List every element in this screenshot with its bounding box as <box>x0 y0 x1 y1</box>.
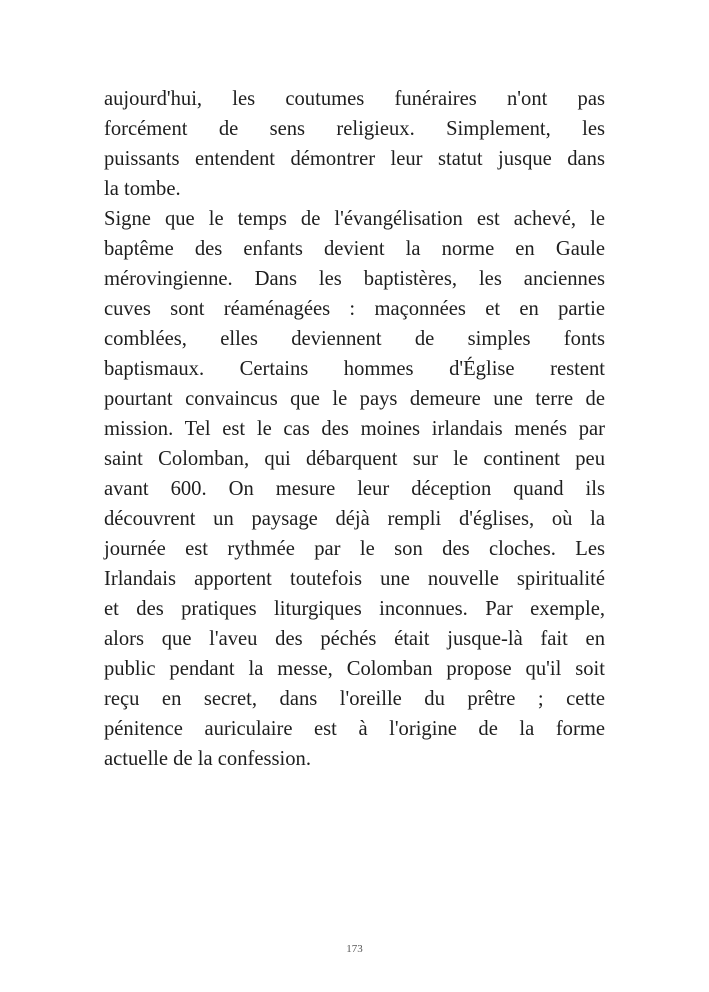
text-line: reçu en secret, dans l'oreille du prêtre ; cette <box>104 688 605 710</box>
text-line: journée est rythmée par le son des cloches. Les <box>104 538 605 560</box>
text-line: saint Colomban, qui débarquent sur le continent peu <box>104 448 605 470</box>
text-line: avant 600. On mesure leur déception quand ils <box>104 478 605 500</box>
text-line: baptismaux. Certains hommes d'Église restent <box>104 358 605 380</box>
text-line: forcément de sens religieux. Simplement, les <box>104 118 605 140</box>
text-line: actuelle de la confession. <box>104 748 311 770</box>
text-line: mission. Tel est le cas des moines irlandais menés par <box>104 418 605 440</box>
body-text <box>104 84 605 774</box>
text-line: alors que l'aveu des péchés était jusque-là fait en <box>104 628 605 650</box>
text-line: pourtant convaincus que le pays demeure une terre de <box>104 388 605 410</box>
text-line: Signe que le temps de l'évangélisation est achevé, le <box>104 208 605 230</box>
text-line: cuves sont réaménagées : maçonnées et en partie <box>104 298 605 320</box>
page-number: 173 <box>346 943 363 955</box>
text-line: la tombe. <box>104 178 181 200</box>
text-line: baptême des enfants devient la norme en Gaule <box>104 238 605 260</box>
text-line: découvrent un paysage déjà rempli d'églises, où la <box>104 508 605 530</box>
text-line: Irlandais apportent toutefois une nouvelle spiritualité <box>104 568 605 590</box>
text-line: public pendant la messe, Colomban propose qu'il soit <box>104 658 605 680</box>
text-line: comblées, elles deviennent de simples fonts <box>104 328 605 350</box>
text-line: puissants entendent démontrer leur statut jusque dans <box>104 148 605 170</box>
text-line: aujourd'hui, les coutumes funéraires n'ont pas <box>104 88 605 110</box>
text-line: et des pratiques liturgiques inconnues. Par exemple, <box>104 598 605 620</box>
text-line: mérovingienne. Dans les baptistères, les anciennes <box>104 268 605 290</box>
text-line: pénitence auriculaire est à l'origine de la forme <box>104 718 605 740</box>
